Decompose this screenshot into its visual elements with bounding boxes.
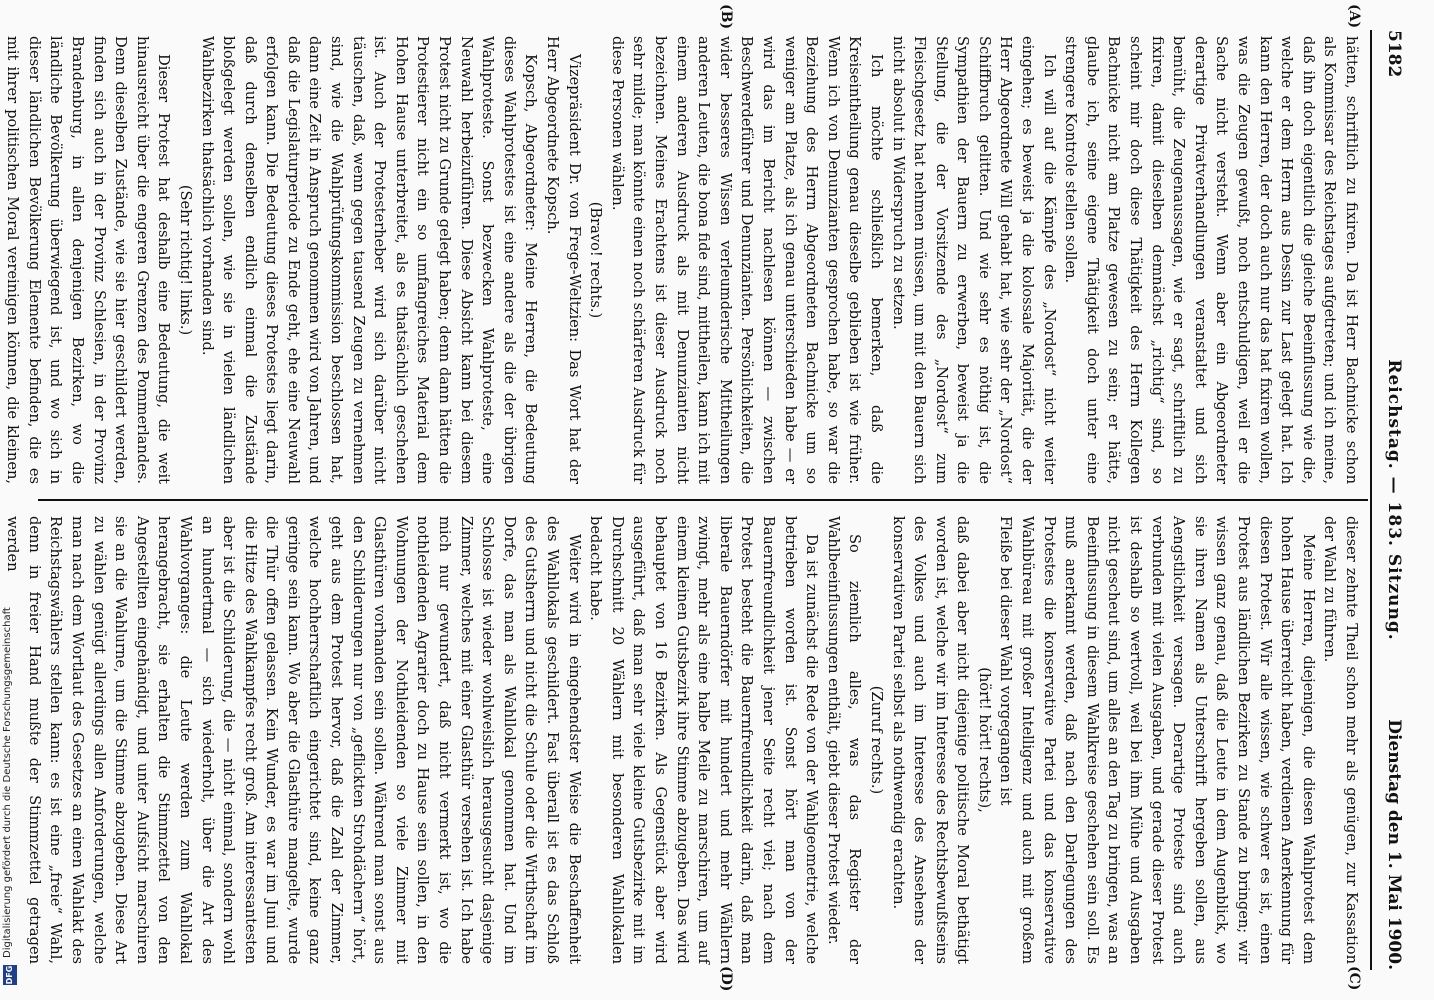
left-column [4,36,1362,484]
margin-marker-c: (C) [1346,966,1362,991]
margin-marker-a: (A) [1346,4,1362,29]
page-header [1374,30,1404,970]
dfg-logo: DFG [3,965,17,985]
margin-marker-b: (B) [718,4,734,30]
interjection: (hört! hört! rechts), [975,667,993,813]
paragraph: dieser zehnte Theil schon mehr als genügen, zur Kassation der Wahl zu führen. [1321,516,1360,964]
page-number: 5182 [1384,30,1404,78]
speech-paragraph: Kopsch, Abgeordneter: Meine Herren, die Bedeutung dieses Wahlprotestes ist eine andere als die der übrigen Wahlproteste. Sonst bezwecken Wahlproteste, eine Neuwahl herbeizuführen. Diese Absicht kann bei diesem Protest nicht zu Grunde gelegt haben; denn dann hätten die Protestierer nicht ein so umfangreiches Material dem Hohen Hause unterbreitet, als es thatsächlich geschehen ist. Auch der Protesterheber wird sich darüber nicht täuschen, daß, wenn gegen tausend Zeugen zu vernehmen sind, wie die Wahlprüfungskommission beschlossen hat, dann eine Zeit in Anspruch genommen wird von Jahren, und daß die Legislaturperiode zu Ende geht, ehe eine Neuwahl erfolgen kann. Die Bedeutung dieses Protestes liegt darin, daß durch denselben endlich einmal die Zustände bloßgelegt werden sollen, wie sie in vielen ländlichen Wahlbezirken thatsächlich vorhanden sind. [198,36,540,484]
digitization-credit: Digitalisierung gefördert durch die Deutsche Forschungsgemeinschaft [2,607,13,958]
column-divider [38,499,1368,501]
paragraph: Dieser Protest hat deshalb eine Bedeutung, die weit hinausreicht über die engeren Grenzen des Pommerlandes. Denn dieselben Zustände, wie sie hier geschildert werden, finden sich auch in der Provinz Schlesien, in der Provinz Brandenburg, in allen denjenigen Bezirken, wo die ländliche Bevölkerung überwiegend ist, und wo sich in dieser ländlichen Bevölkerung Elemente befinden, die es mit ihrer politischen Moral vereinigen können, die kleinen, [4,36,173,484]
paragraph: So ziemlich alles, was das Register der Wahlbeeinflussungen enthält, giebt dieser Protest wieder. [824,516,864,964]
paragraph: Ich will auf die Kämpfe des „Nordost“ nicht weiter eingehen; es beweist ja die kolossale Majorität, die der Herr Abgeordnete Will gehabt hat, wie sehr der „Nordost“ Schiffbruch gelitten. Und wie sehr es nöthig ist, die Sympathien der Bauern zu erwerben, beweist ja die Stellung, die der Vorsitzende des „Nordost“ zum Fleischgesetz hat nehmen müssen, um mit den Bauern sich nicht absolut in Widerspruch zu setzen. [889,36,1058,484]
interjection: (Bravo! rechts.) [587,201,605,319]
paragraph: Ich möchte schließlich bemerken, daß die Kreiseintheilung genau dieselbe geblieben ist wie früher. Wenn ich von Denunzianten gesprochen habe, so war die Beziehung des Herrn Abgeordneten Bachnicke um so weniger am Platze, als ich genau unterschieden habe — er wird das im Bericht nachlesen können — zwischen Beschwerdeführer und Denunzianten. Persönlichkeiten, die wider besseres Wissen verleumderische Mittheilungen anderen Leuten, die bona fide sind, mittheilen, kann ich mit einem anderen Ausdruck als mit Denunzianten nicht bezeichnen. Meines Erachtens ist dieser Ausdruck noch sehr milde; man könnte einen noch schärferen Ausdruck für diese Personen wählen. [608,36,885,484]
paragraph: Da ist zunächst die Rede von der Wahlgeometrie, welche betrieben worden ist. Sonst hört man von der Bauernfreundlichkeit jener Seite recht viel; nach dem Protest besteht die Bauernfreundlichkeit darin, daß man liberale Bauerndörfer mit hundert und mehr Wählern zwingt, mehr als eine halbe Meile zu marschiren, um auf einem kleinen Gutsbezirk ihre Stimme abzugeben. Das wird behauptet von 16 Bezirken. Als Gegenstück aber wird ausgeführt, daß man sehr viele kleine Gutsbezirke mit im Durchschnitt 20 Wählern mit besonderen Wahllokalen bedacht habe. [587,516,821,964]
session-date: Dienstag den 1. Mai 1900. [1384,719,1404,970]
interjection: (Zuruf rechts.) [867,685,885,795]
paragraph: daß dabei aber nicht diejenige politische Moral bethätigt worden ist, welche wir im Interesse des Rechtsbewußtseins des Volkes und auch im Interesse des Ansehens der konservativen Partei selbst als nothwendig erachten. [889,516,972,964]
paragraph: Weiter wird in eingehendster Weise die Beschaffenheit des Wahllokals geschildert. Fast überall ist es das Schloß des Gutsherrn und nicht die Schule oder die Wirthschaft im Dorfe, das man als Wahllokal genommen hat. Und im Schlosse ist wieder wohlweislich herausgesucht dasjenige Zimmer, welches mit einer Glasthür versehen ist. Ich habe mich nur gewundert, daß nicht vermerkt ist, wo die nothleidenden Agrarier doch zu Hause sein sollen, in den Wohnungen der Nothleidenden so viele Zimmer mit Glasthüren vorhanden sein sollen. Während man sonst aus den Schilderungen nur von „geflickten Strohdächern“ hört, geht aus dem Protest hervor, daß die Zahl der Zimmer, welche hochherrschaftlich eingerichtet sind, keine ganz geringe sein kann. Wo aber die Glasthüre mangelte, wurde die Thür offen gelassen. Kein Wunder, es war im Juni und die Hitze des Wahlkampfes recht groß. Am interessantesten aber ist die Schilderung, die — nicht einmal, sondern wohl an hundertmal — sich wiederholt, über die Art des Wahlvorganges: die Leute werden zum Wahllokal herangebracht, sie erhalten die Stimmzettel von den Angestellten eingehändigt, und unter Aufsicht marschiren sie an die Wahlurne, um die Stimme abzugeben. Diese Art zu wählen genügt allerdings allen Anforderungen, welche man nach dem Wortlaut des Gesetzes an einen Wahlakt des Reichstagswählers stellen kann: es ist eine „freie“ Wahl, denn in freier Hand mußte der Stimmzettel getragen werden [4,516,583,964]
header-rule [1370,30,1372,970]
paragraph: Meine Herren, diejenigen, die diesen Wahlprotest dem hohen Hause überreicht haben, verdienen Anerkennung für diesen Protest. Wir alle wissen, wie schwer es ist, einen Protest aus ländlichen Bezirken zu Stande zu bringen; wir wissen ganz genau, daß die Leute in dem Augenblick, wo sie ihren Namen als Unterschrift hergeben sollen, aus Aengstlichkeit versagen. Derartige Proteste sind auch verbunden mit vielen Ausgaben, und gerade dieser Protest ist deshalb so wertvoll, weil bei ihm Mühe und Ausgaben nicht gescheut sind, um alles an den Tag zu bringen, was an Beeinflussung in diesem Wahlkreise geschehen sein soll. Es muß anerkannt werden, daß nach den Darlegungen des Protestes die konservative Partei und das konservative Wahlbüreau mit großer Intelligenz und auch mit großem Fleiße bei dieser Wahl vorgegangen ist [997,516,1317,964]
paragraph: hätten, schriftlich zu fixiren. Da ist Herr Bachnicke schon als Kommissar des Reichstages aufgetreten; und ich meine, daß ihn doch eigentlich die gleiche Beeinflussung wie die, welche er dem Herrn aus Dessin zur Last gelegt hat. Ich kann den Herren, der doch auch nur das hat fixiren wollen, was die Zeugen gewußt, noch entschuldigen, weil er die Sache nicht versteht. Wenn aber ein Abgeordneter derartige Privatverhandlungen veranstaltet und sich bemüht, die Zeugenaussagen, wie er sagt, schriftlich zu fixiren, damit dieselben demnächst „richtig“ sind, so scheint mir doch diese Thätigkeit des Herrn Kollegen Bachnicke nicht am Platze gewesen zu sein; er hätte, glaube ich, seine eigene Thätigkeit doch unter eine strengere Kontrole stellen sollen. [1062,36,1360,484]
session-title: Reichstag. — 183. Sitzung. [1384,359,1404,641]
interjection: (Sehr richtig! links.) [176,184,194,336]
margin-marker-d: (D) [718,966,734,992]
speaker-intro: Vizepräsident Dr. von Frege-Weltzien: Das Wort hat der Herr Abgeordnete Kopsch. [544,36,583,484]
